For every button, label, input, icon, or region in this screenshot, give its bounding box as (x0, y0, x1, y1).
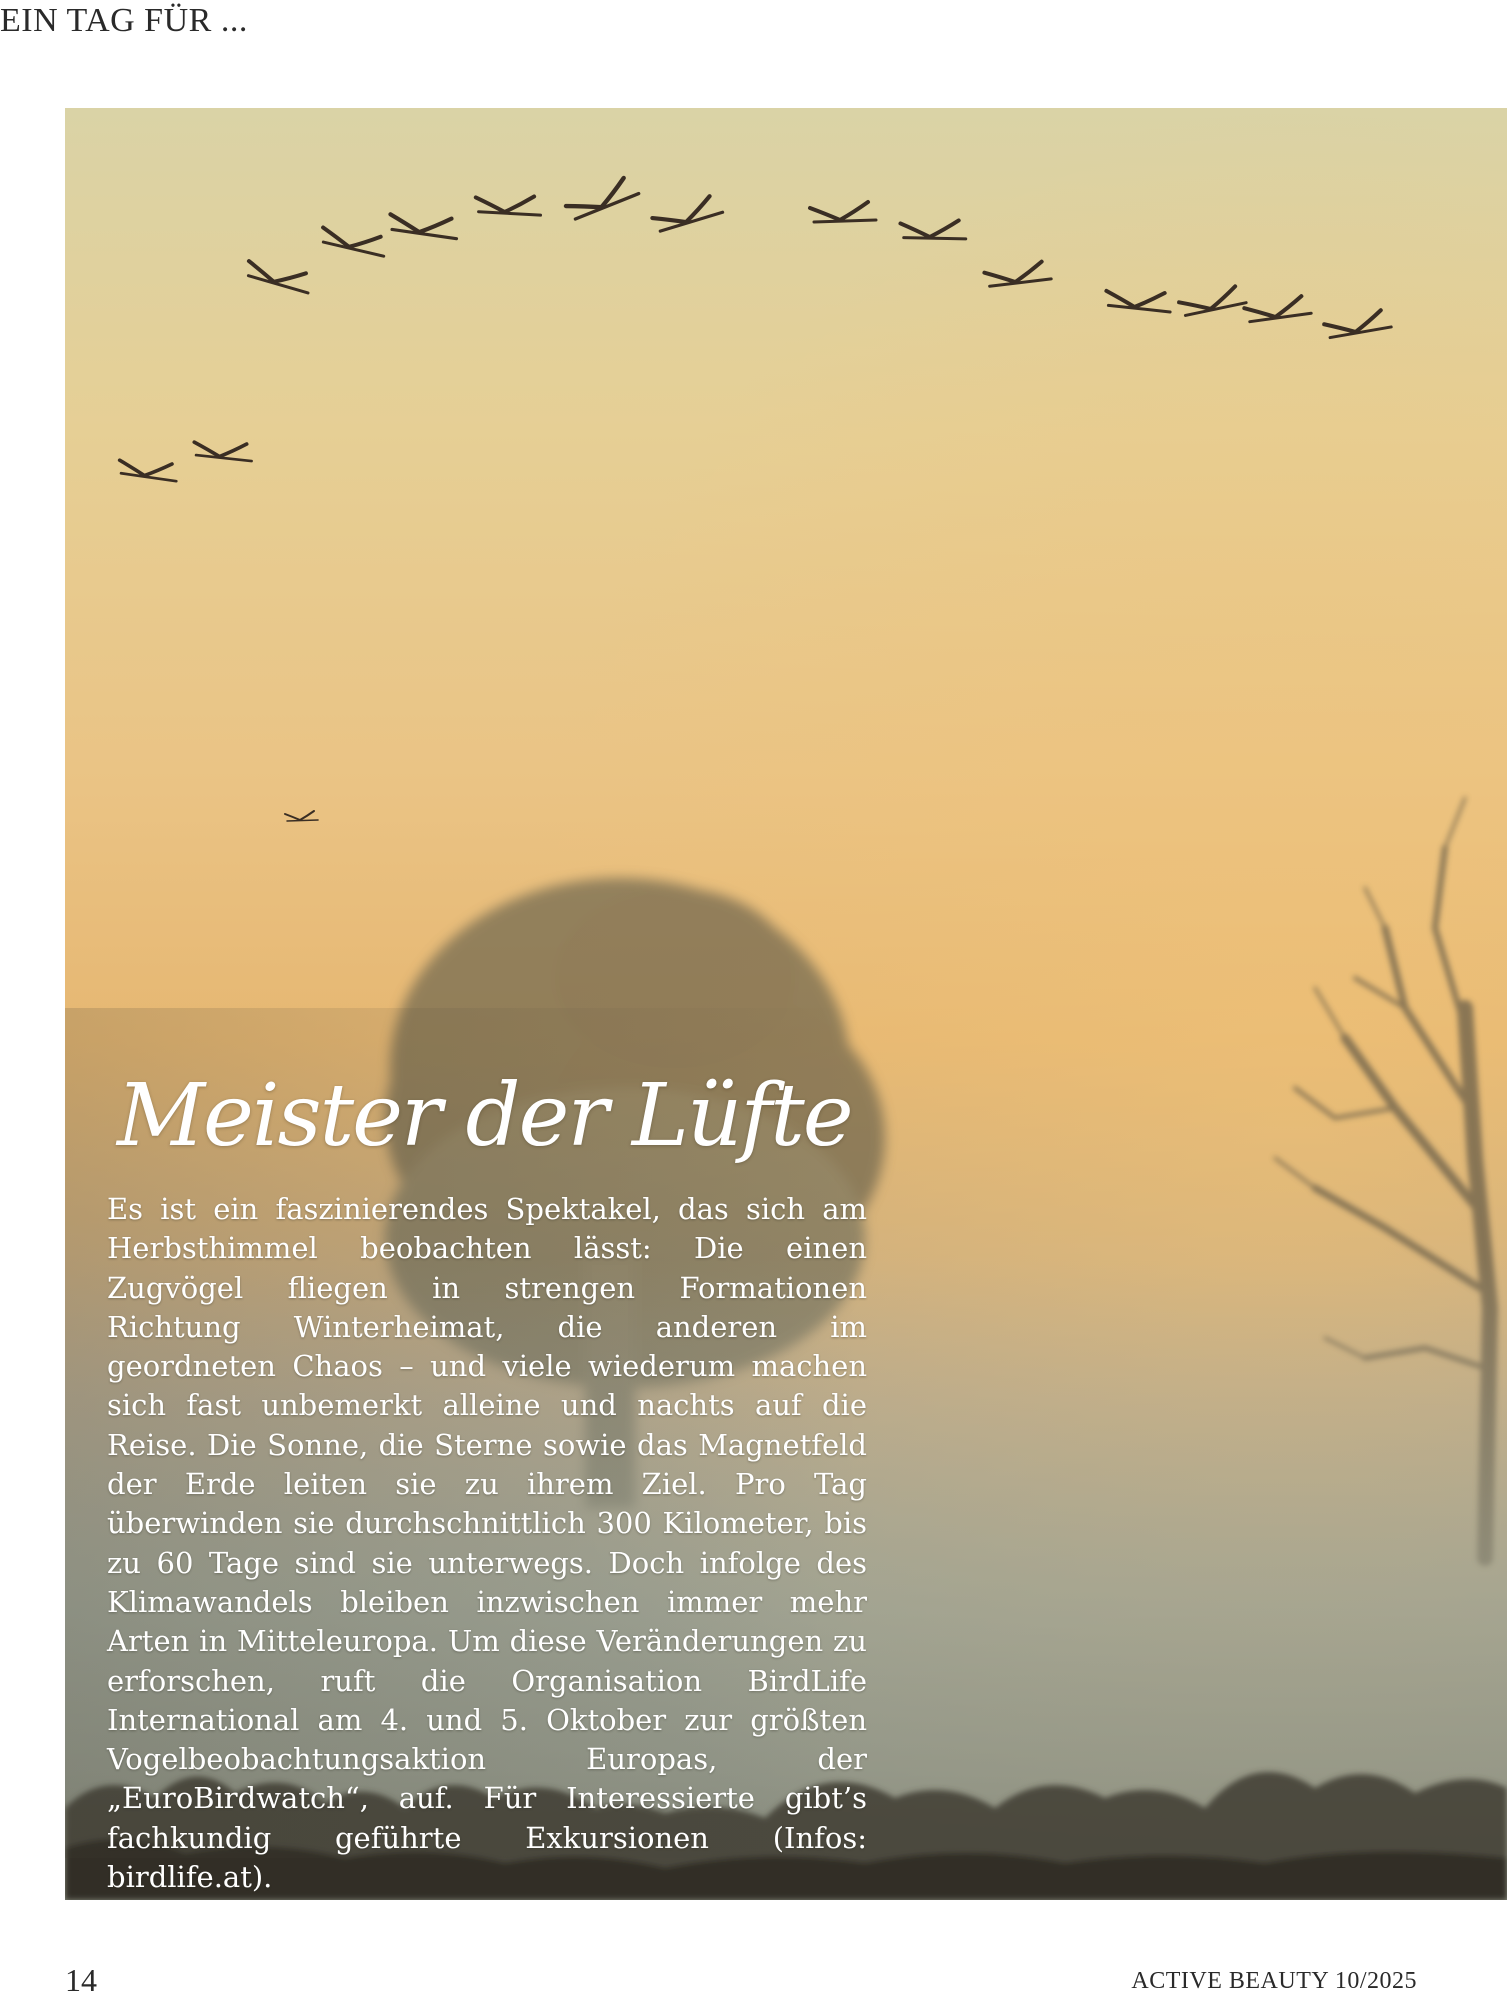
page-number: 14 (65, 1962, 97, 1998)
magazine-issue: ACTIVE BEAUTY 10/2025 (1131, 1968, 1417, 1994)
section-label: EIN TAG FÜR ... (0, 2, 248, 39)
hero-photo (65, 108, 1507, 1900)
article-body: Es ist ein faszinierendes Spektakel, das sich am Herbsthimmel beobachten lässt: Die einen Zugvögel fliegen in strengen Formationen Richtung Winterheimat, die anderen im geordneten Chaos – und viele wiederum machen sich fast unbemerkt alleine und nachts auf die Reise. Die Sonne, die Sterne sowie das Magnetfeld der Erde leiten sie zu ihrem Ziel. Pro Tag überwinden sie durchschnittlich 300 Kilometer, bis zu 60 Tage sind sie unterwegs. Doch infolge des Klimawandels bleiben inzwischen immer mehr Arten in Mitteleuropa. Um diese Veränderungen zu erforschen, ruft die Organisation BirdLife International am 4. und 5. Oktober zur größten Vogelbeobachtungsaktion Europas, der „EuroBirdwatch“, auf. Für Interessierte gibt’s fachkundig geführte Exkursionen (Infos: birdlife.at). (107, 1192, 867, 1895)
article-headline: Meister der Lüfte (117, 1066, 852, 1166)
